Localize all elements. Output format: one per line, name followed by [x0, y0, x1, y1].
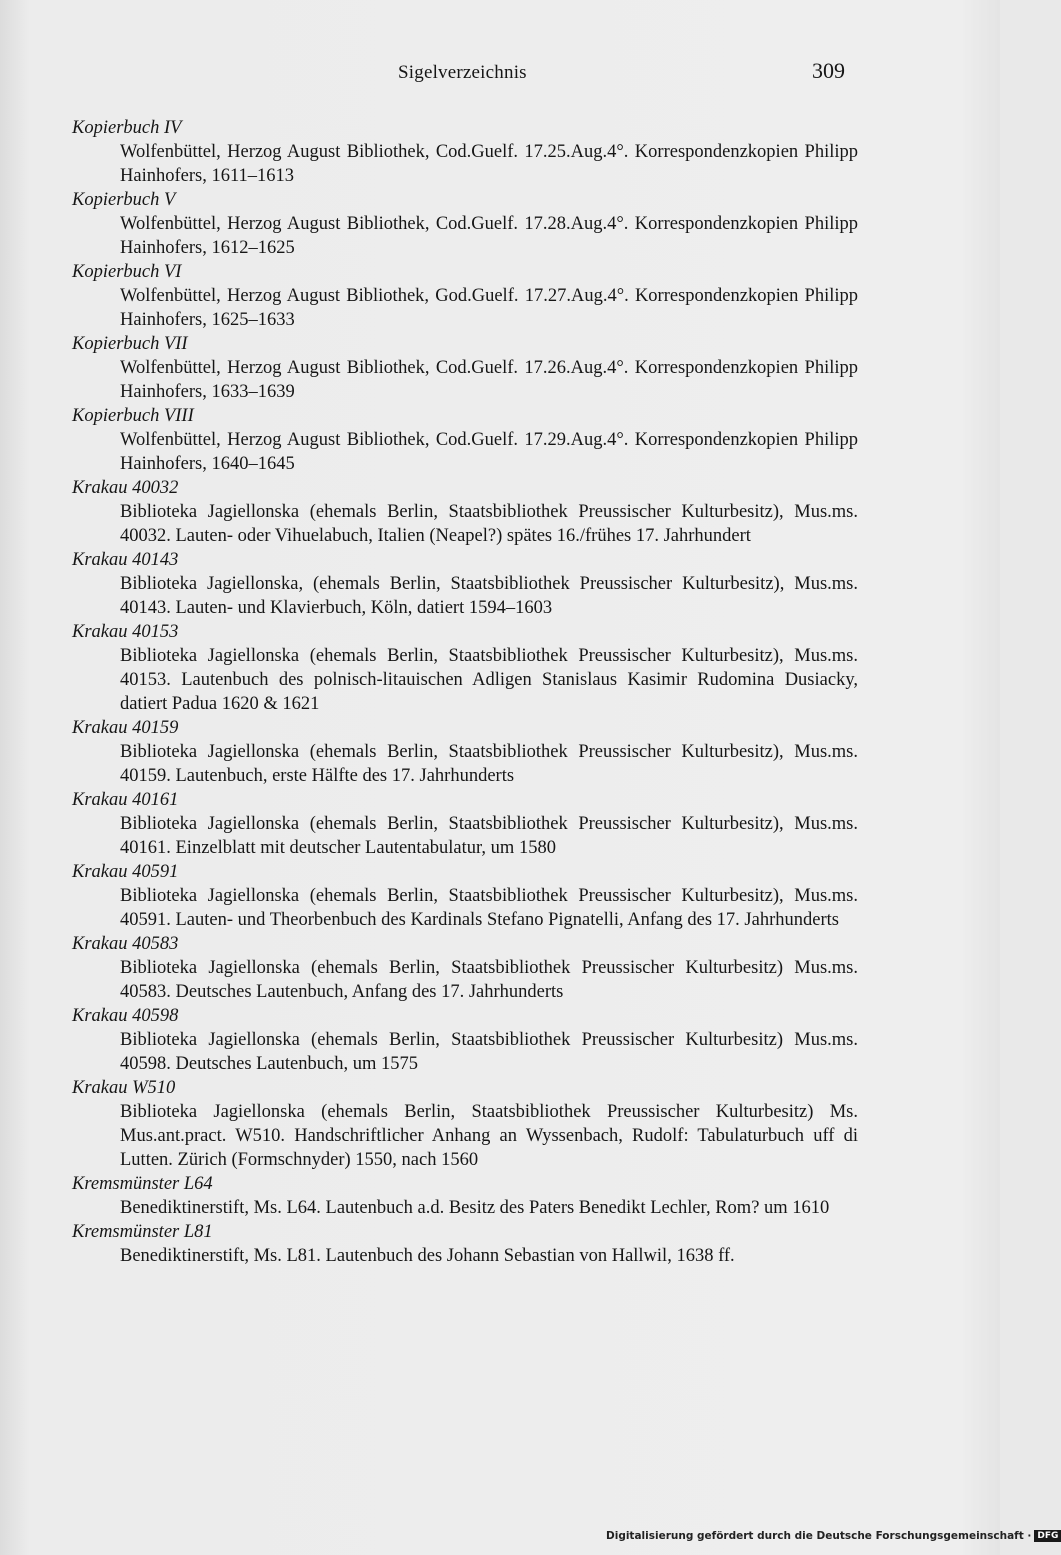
- siglum-description: Benediktinerstift, Ms. L64. Lautenbuch a.d. Besitz des Paters Benedikt Lechler, Rom? um 1610: [120, 1198, 830, 1218]
- dfg-logo: DFG: [1034, 1530, 1061, 1542]
- siglum-label: Krakau 40159: [72, 718, 179, 738]
- siglum-description: Biblioteka Jagiellonska (ehemals Berlin, Staatsbibliothek Preussischer Kulturbesitz) Mus.ms. 40583. Deutsches Lautenbuch, Anfang des 17. Jahrhunderts: [120, 958, 858, 1002]
- siglum-description: Wolfenbüttel, Herzog August Bibliothek, Cod.Guelf. 17.26.Aug.4°. Korrespondenzkopien Philipp Hainhofers, 1633–1639: [120, 358, 858, 402]
- siglum-entry: [72, 188, 858, 260]
- siglum-entry: [72, 1220, 858, 1268]
- siglum-description: Biblioteka Jagiellonska (ehemals Berlin, Staatsbibliothek Preussischer Kulturbesitz), Mus.ms. 40159. Lautenbuch, erste Hälfte des 17. Jahrhunderts: [120, 742, 858, 786]
- siglum-description: Biblioteka Jagiellonska (ehemals Berlin, Staatsbibliothek Preussischer Kulturbesitz) Ms. Mus.ant.pract. W510. Handschriftlicher Anhang an Wyssenbach, Rudolf: Tabulaturbuch uff di Lutten. Zürich (Formschnyder) 1550, nach 1560: [120, 1102, 858, 1170]
- siglum-label: Kremsmünster L64: [72, 1174, 213, 1194]
- running-head: Sigelverzeichnis: [398, 62, 527, 83]
- siglum-entry: [72, 260, 858, 332]
- siglum-description: Biblioteka Jagiellonska (ehemals Berlin, Staatsbibliothek Preussischer Kulturbesitz), Mus.ms. 40032. Lauten- oder Vihuelabuch, Italien (Neapel?) spätes 16./frühes 17. Jahrhundert: [120, 502, 858, 546]
- siglum-description: Wolfenbüttel, Herzog August Bibliothek, Cod.Guelf. 17.28.Aug.4°. Korrespondenzkopien Philipp Hainhofers, 1612–1625: [120, 214, 858, 258]
- siglum-label: Krakau 40032: [72, 478, 179, 498]
- digitization-credit: [606, 1530, 1061, 1542]
- siglum-description: Biblioteka Jagiellonska (ehemals Berlin, Staatsbibliothek Preussischer Kulturbesitz) Mus.ms. 40598. Deutsches Lautenbuch, um 1575: [120, 1030, 858, 1074]
- siglum-label: Krakau 40143: [72, 550, 179, 570]
- siglum-description: Biblioteka Jagiellonska (ehemals Berlin, Staatsbibliothek Preussischer Kulturbesitz), Mus.ms. 40591. Lauten- und Theorbenbuch des Kardinals Stefano Pignatelli, Anfang des 17. Jahrhunderts: [120, 886, 858, 930]
- siglum-label: Krakau 40591: [72, 862, 179, 882]
- siglum-description: Wolfenbüttel, Herzog August Bibliothek, Cod.Guelf. 17.29.Aug.4°. Korrespondenzkopien Philipp Hainhofers, 1640–1645: [120, 430, 858, 474]
- siglum-label: Krakau W510: [72, 1078, 176, 1098]
- siglum-label: Kopierbuch VIII: [72, 406, 194, 426]
- siglum-entry: [72, 404, 858, 476]
- page-number: 309: [812, 58, 845, 83]
- siglum-description: Biblioteka Jagiellonska (ehemals Berlin, Staatsbibliothek Preussischer Kulturbesitz), Mus.ms. 40153. Lautenbuch des polnisch-litauischen Adligen Stanislaus Kasimir Rudomina Dusiacky, datiert Padua 1620 & 1621: [120, 646, 858, 714]
- siglum-entry: [72, 932, 858, 1004]
- siglum-entry: [72, 716, 858, 788]
- siglum-label: Krakau 40153: [72, 622, 179, 642]
- siglum-description: Wolfenbüttel, Herzog August Bibliothek, God.Guelf. 17.27.Aug.4°. Korrespondenzkopien Philipp Hainhofers, 1625–1633: [120, 286, 858, 330]
- siglum-entry: [72, 860, 858, 932]
- siglum-label: Kopierbuch VI: [72, 262, 182, 282]
- siglum-entry: [72, 332, 858, 404]
- siglum-entry: [72, 1076, 858, 1172]
- siglum-entry: [72, 476, 858, 548]
- credit-text: Digitalisierung gefördert durch die Deutsche Forschungsgemeinschaft ·: [606, 1530, 1032, 1542]
- siglum-label: Kremsmünster L81: [72, 1222, 213, 1242]
- siglum-entry: [72, 548, 858, 620]
- siglum-description: Biblioteka Jagiellonska, (ehemals Berlin, Staatsbibliothek Preussischer Kulturbesitz), Mus.ms. 40143. Lauten- und Klavierbuch, Köln, datiert 1594–1603: [120, 574, 858, 618]
- siglum-entry: [72, 1004, 858, 1076]
- siglum-entry: [72, 1172, 858, 1220]
- siglum-label: Kopierbuch V: [72, 190, 176, 210]
- siglum-description: Benediktinerstift, Ms. L81. Lautenbuch des Johann Sebastian von Hallwil, 1638 ff.: [120, 1246, 735, 1266]
- siglum-description: Wolfenbüttel, Herzog August Bibliothek, Cod.Guelf. 17.25.Aug.4°. Korrespondenzkopien Philipp Hainhofers, 1611–1613: [120, 142, 858, 186]
- siglum-entry: [72, 116, 858, 188]
- siglum-label: Krakau 40583: [72, 934, 179, 954]
- siglum-list: [72, 116, 858, 1268]
- siglum-description: Biblioteka Jagiellonska (ehemals Berlin, Staatsbibliothek Preussischer Kulturbesitz), Mus.ms. 40161. Einzelblatt mit deutscher Lautentabulatur, um 1580: [120, 814, 858, 858]
- siglum-entry: [72, 620, 858, 716]
- siglum-label: Kopierbuch IV: [72, 118, 182, 138]
- siglum-entry: [72, 788, 858, 860]
- siglum-label: Krakau 40161: [72, 790, 179, 810]
- siglum-label: Krakau 40598: [72, 1006, 179, 1026]
- siglum-label: Kopierbuch VII: [72, 334, 188, 354]
